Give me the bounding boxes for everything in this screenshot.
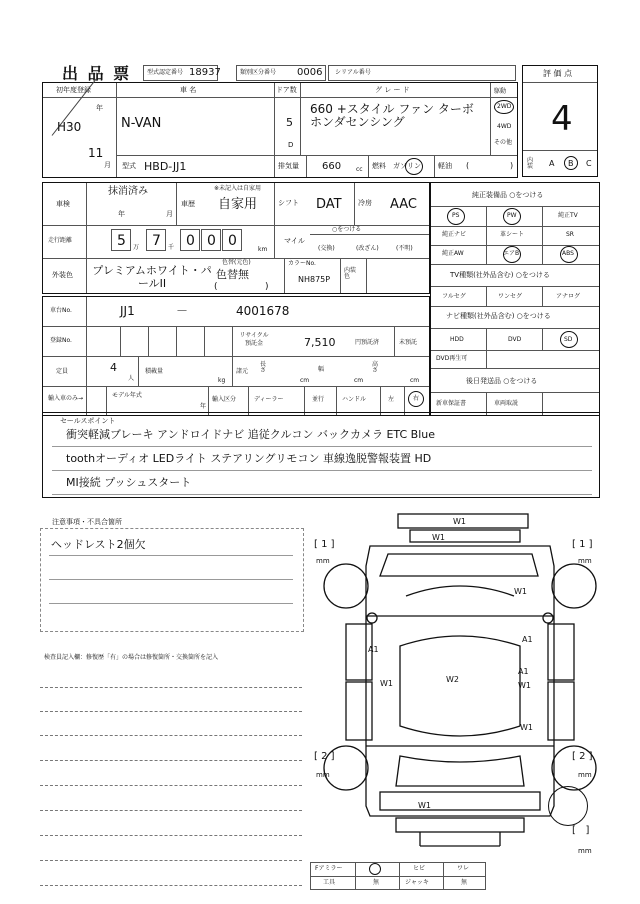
sales-line-2: toothオーディオ LEDライト ステアリングリモコン 車線逸脱警報装置 HD bbox=[66, 452, 432, 465]
rating-box bbox=[522, 65, 598, 177]
car-name: N-VAN bbox=[121, 116, 162, 131]
displacement-label: 排気量 bbox=[278, 162, 299, 170]
spare-label: [ ] bbox=[572, 825, 590, 836]
tire-rl-label: [ 2 ] bbox=[314, 751, 335, 762]
hood-strip bbox=[410, 530, 520, 542]
front-glass bbox=[380, 554, 538, 576]
model-value: HBD-JJ1 bbox=[144, 160, 187, 173]
equip-abs: ABS bbox=[562, 250, 574, 257]
color-paren-close: ) bbox=[265, 282, 269, 292]
bottom-mirror-circle bbox=[369, 863, 381, 875]
tire-rl-value: 2 bbox=[321, 751, 328, 762]
mark-left-front-door: A1 bbox=[368, 645, 379, 654]
odo-digit-2-text: 7 bbox=[152, 233, 161, 249]
spare-mm: mm bbox=[578, 847, 592, 855]
len-cm: cm bbox=[300, 377, 310, 384]
serial-cell bbox=[328, 65, 516, 81]
recycle-value: 7,510 bbox=[304, 336, 336, 349]
paren-open: ( bbox=[466, 161, 470, 170]
fuel-label: 燃料 bbox=[372, 162, 386, 170]
mark-note: ○をつける bbox=[332, 226, 362, 233]
first-reg-label: 初年度登録 bbox=[56, 86, 91, 94]
grade-value: 660 +スタイル ファン ターボ ホンダセンシング bbox=[310, 102, 474, 129]
usage-note: ※未記入は自家用 bbox=[214, 185, 262, 192]
equip-ps: PS bbox=[452, 212, 460, 219]
color-code-value: NH875P bbox=[298, 275, 331, 284]
mod-label: (改ざん) bbox=[356, 245, 379, 252]
odo-unit-man: 万 bbox=[133, 244, 140, 251]
notes-box bbox=[40, 528, 304, 632]
grade-label: グ レ ー ド bbox=[375, 86, 410, 94]
mark-front-right: W1 bbox=[514, 587, 527, 596]
load-unit: kg bbox=[218, 377, 226, 384]
serial-label: シリアル番号 bbox=[335, 69, 371, 76]
rear-bumper bbox=[380, 792, 540, 810]
import-label: 輸入車のみ→ bbox=[48, 395, 84, 402]
bottom-tools: 工具 bbox=[323, 879, 336, 886]
tire-rr-label: [ 2 ] bbox=[572, 751, 593, 762]
mark-right-quarter: W1 bbox=[520, 723, 533, 732]
color-change-label: 色替(元色) bbox=[222, 259, 251, 266]
mark-hood: W1 bbox=[432, 533, 445, 542]
inspection-year-unit: 年 bbox=[118, 210, 125, 218]
shift-value: DAT bbox=[316, 197, 342, 212]
left-rear-door bbox=[346, 682, 372, 740]
chassis-num: 4001678 bbox=[236, 304, 290, 318]
inspector-label: 検査員記入欄：修復歴「有」の場合は修復箇所・交換箇所を記入 bbox=[44, 654, 219, 661]
rating-label: 評 価 点 bbox=[543, 69, 573, 78]
equip-airbag: エアB bbox=[503, 250, 520, 257]
history-label: 車歴 bbox=[181, 200, 195, 208]
odo-digit-2 bbox=[146, 229, 166, 251]
color-label: 外装色 bbox=[52, 271, 73, 279]
form-no-label: 型式認定番号 bbox=[147, 69, 184, 76]
height-label: 高さ bbox=[372, 361, 379, 374]
wheel-front-right bbox=[552, 564, 596, 608]
mark-left-rear: W1 bbox=[380, 679, 393, 688]
doors-label: ドア数 bbox=[276, 86, 297, 94]
mirror-left bbox=[367, 613, 377, 623]
color-paren-open: ( bbox=[214, 282, 218, 292]
sales-label: セールスポイント bbox=[60, 417, 116, 425]
parallel: 並行 bbox=[312, 396, 325, 403]
rear-title: 後日発送品 ○をつける bbox=[466, 377, 538, 385]
dim-label: 諸元 bbox=[236, 368, 249, 375]
odo-unit-sen: 千 bbox=[168, 244, 175, 251]
tire-rl-mm: mm bbox=[316, 771, 330, 779]
rear-manual: 車両取説 bbox=[494, 400, 519, 407]
odo-digit-1-text: 5 bbox=[117, 233, 126, 249]
equip-leather: 革シート bbox=[500, 231, 525, 238]
handle-right: 右 bbox=[413, 395, 420, 402]
mark-roof-center: W2 bbox=[446, 675, 459, 684]
class-no-cell bbox=[236, 65, 326, 81]
displacement-value: 660 bbox=[322, 161, 342, 172]
car-name-label: 車 名 bbox=[180, 86, 197, 94]
doors-value: 5 bbox=[286, 116, 293, 129]
right-rear-door bbox=[548, 682, 574, 740]
tv-analog: アナログ bbox=[556, 293, 581, 300]
odo-digit-4-text: 0 bbox=[207, 233, 216, 249]
paren-close: ) bbox=[510, 161, 514, 170]
width-label: 幅 bbox=[318, 366, 325, 373]
mark-right-front-door: A1 bbox=[522, 635, 533, 644]
tire-fr-label: [ 1 ] bbox=[572, 539, 593, 550]
unknown-label: (不明) bbox=[396, 245, 413, 252]
class-no-label: 類別区分番号 bbox=[240, 69, 277, 76]
class-no-value: 0006 bbox=[297, 67, 323, 78]
interior-c: C bbox=[586, 159, 592, 168]
bottom-tools-value: 無 bbox=[373, 879, 380, 886]
equip-sr: SR bbox=[566, 231, 574, 238]
exch-label: (交換) bbox=[318, 245, 335, 252]
mark-rear: W1 bbox=[418, 801, 431, 810]
displacement-unit: cc bbox=[356, 166, 363, 173]
tire-fl-label: [ 1 ] bbox=[314, 539, 335, 550]
chassis-label: 車台No. bbox=[50, 307, 72, 314]
bottom-crack: ヒビ bbox=[413, 865, 426, 872]
ac-value: AAC bbox=[390, 197, 417, 212]
recycle-label: リサイクル 預託金 bbox=[239, 332, 269, 347]
dealer: ディーラー bbox=[254, 396, 284, 403]
interior-a: A bbox=[549, 159, 555, 168]
mark-roof: W1 bbox=[453, 517, 466, 526]
nav-sd: SD bbox=[564, 336, 573, 343]
reg-month-unit: 月 bbox=[104, 161, 111, 169]
model-year-unit: 年 bbox=[200, 403, 207, 410]
import-class-label: 輸入区分 bbox=[212, 396, 237, 403]
dvd-play-label: DVD再生可 bbox=[436, 355, 468, 362]
capacity-label: 定員 bbox=[56, 368, 69, 375]
history-value: 自家用 bbox=[218, 197, 258, 212]
color-value: プレミアムホワイト・パールII bbox=[92, 264, 212, 290]
inspection-label: 車検 bbox=[56, 200, 70, 208]
len-label: 長さ bbox=[260, 361, 267, 374]
drive-label: 駆動 bbox=[494, 88, 507, 95]
drive-4wd: 4WD bbox=[497, 123, 512, 130]
equip-tv: 純正TV bbox=[558, 212, 578, 219]
handle-label: ハンドル bbox=[342, 396, 367, 403]
odo-digit-3-text: 0 bbox=[186, 233, 195, 249]
sales-line-3: MI接続 プッシュスタート bbox=[66, 476, 192, 489]
reg-year-unit: 年 bbox=[96, 104, 103, 112]
hood-curve bbox=[406, 586, 514, 596]
ac-label: 冷房 bbox=[358, 199, 372, 207]
color-code-label: カラーNo. bbox=[288, 260, 316, 267]
rating-value: 4 bbox=[551, 99, 573, 139]
sales-line-1: 衝突軽減ブレーキ アンドロイドナビ 追従クルコン バックカメラ ETC Blue bbox=[66, 428, 435, 441]
nav-hdd: HDD bbox=[450, 336, 464, 343]
wheel-front-left bbox=[324, 564, 368, 608]
form-no-cell bbox=[143, 65, 221, 81]
color-change-value: 色替無 bbox=[216, 268, 249, 281]
equipment-title: 純正装備品 ○をつける bbox=[472, 191, 544, 199]
mile-label: マイル bbox=[284, 237, 305, 245]
interior-label: 内 装 bbox=[527, 157, 534, 170]
interior-b: B bbox=[568, 159, 574, 168]
bottom-table bbox=[310, 862, 486, 890]
capacity-unit: 人 bbox=[128, 375, 135, 382]
nav-title: ナビ種類(社外品含む) ○をつける bbox=[446, 312, 551, 320]
bottom-jack: ジャッキ bbox=[405, 879, 429, 886]
page-title: 出 品 票 bbox=[62, 64, 132, 83]
drive-other: その他 bbox=[494, 139, 513, 146]
odo-digit-1 bbox=[111, 229, 131, 251]
bottom-jack-value: 無 bbox=[461, 879, 468, 886]
odo-digit-4 bbox=[201, 229, 221, 251]
form-no-value: 18937 bbox=[189, 67, 221, 78]
tire-fl-mm: mm bbox=[316, 557, 330, 565]
bottom-mirror: Fアミラー bbox=[315, 865, 343, 872]
tire-rr-value: 2 bbox=[579, 751, 586, 762]
nav-dvd: DVD bbox=[508, 336, 522, 343]
reg-year: H30 bbox=[57, 120, 82, 134]
capacity-value: 4 bbox=[110, 361, 117, 374]
odo-digit-5-text: 0 bbox=[228, 233, 237, 249]
rear-strip-bottom bbox=[396, 818, 524, 832]
tv-title: TV種類(社外品含む) ○をつける bbox=[450, 271, 550, 279]
bottom-break: ワレ bbox=[457, 865, 470, 872]
reg-month: 11 bbox=[88, 146, 104, 160]
rear-warranty: 新車保証書 bbox=[436, 400, 467, 407]
height-cm: cm bbox=[410, 377, 420, 384]
mirror-right bbox=[543, 613, 553, 623]
equip-pw: PW bbox=[507, 212, 517, 219]
mark-right-front-door-2: A1 bbox=[518, 667, 529, 676]
rear-glass bbox=[396, 756, 524, 786]
odo-digit-3 bbox=[180, 229, 200, 251]
roof-panel bbox=[400, 636, 520, 736]
model-year-label: モデル年式 bbox=[112, 392, 142, 399]
tire-fr-mm: mm bbox=[578, 557, 592, 565]
model-label: 型式 bbox=[122, 162, 136, 170]
tv-fullseg: フルセグ bbox=[442, 293, 466, 300]
handle-left: 左 bbox=[388, 396, 395, 403]
tire-fr-value: 1 bbox=[579, 539, 586, 550]
inspection-value: 抹消済み bbox=[108, 186, 148, 197]
chassis-sep: － bbox=[176, 304, 189, 318]
reg-no-label: 登録No. bbox=[50, 337, 72, 344]
mark-right-rear: W1 bbox=[518, 681, 531, 690]
light-oil-label: 軽油 bbox=[438, 162, 452, 170]
drive-2wd: 2WD bbox=[497, 103, 512, 110]
tv-oneseg: ワンセグ bbox=[498, 293, 523, 300]
notes-text: ヘッドレスト2個欠 bbox=[51, 538, 146, 551]
equip-navi: 純正ナビ bbox=[442, 231, 467, 238]
tire-rr-mm: mm bbox=[578, 771, 592, 779]
fuel-circle bbox=[405, 158, 423, 175]
recycle-pending: 未預託 bbox=[399, 339, 418, 346]
load-label: 積載量 bbox=[145, 368, 164, 375]
odo-unit-km: km bbox=[258, 246, 268, 253]
chassis-prefix: JJ1 bbox=[120, 304, 135, 318]
fuel-value: ガソリン bbox=[393, 162, 421, 170]
equip-aw: 純正AW bbox=[442, 250, 464, 257]
width-cm: cm bbox=[354, 377, 364, 384]
inspection-month-unit: 月 bbox=[166, 210, 173, 218]
odo-digit-5 bbox=[222, 229, 242, 251]
shift-label: シフト bbox=[278, 199, 299, 207]
tire-fl-value: 1 bbox=[321, 539, 328, 550]
mileage-label: 走行距離 bbox=[48, 237, 73, 244]
recycle-unit: 円預託済 bbox=[355, 339, 380, 346]
notes-label: 注意事項・不具合箇所 bbox=[52, 518, 122, 526]
spare-tire bbox=[548, 786, 588, 826]
doors-unit: D bbox=[288, 141, 294, 149]
interior-color-label: 内装色 bbox=[344, 267, 357, 280]
right-front-door bbox=[548, 624, 574, 680]
